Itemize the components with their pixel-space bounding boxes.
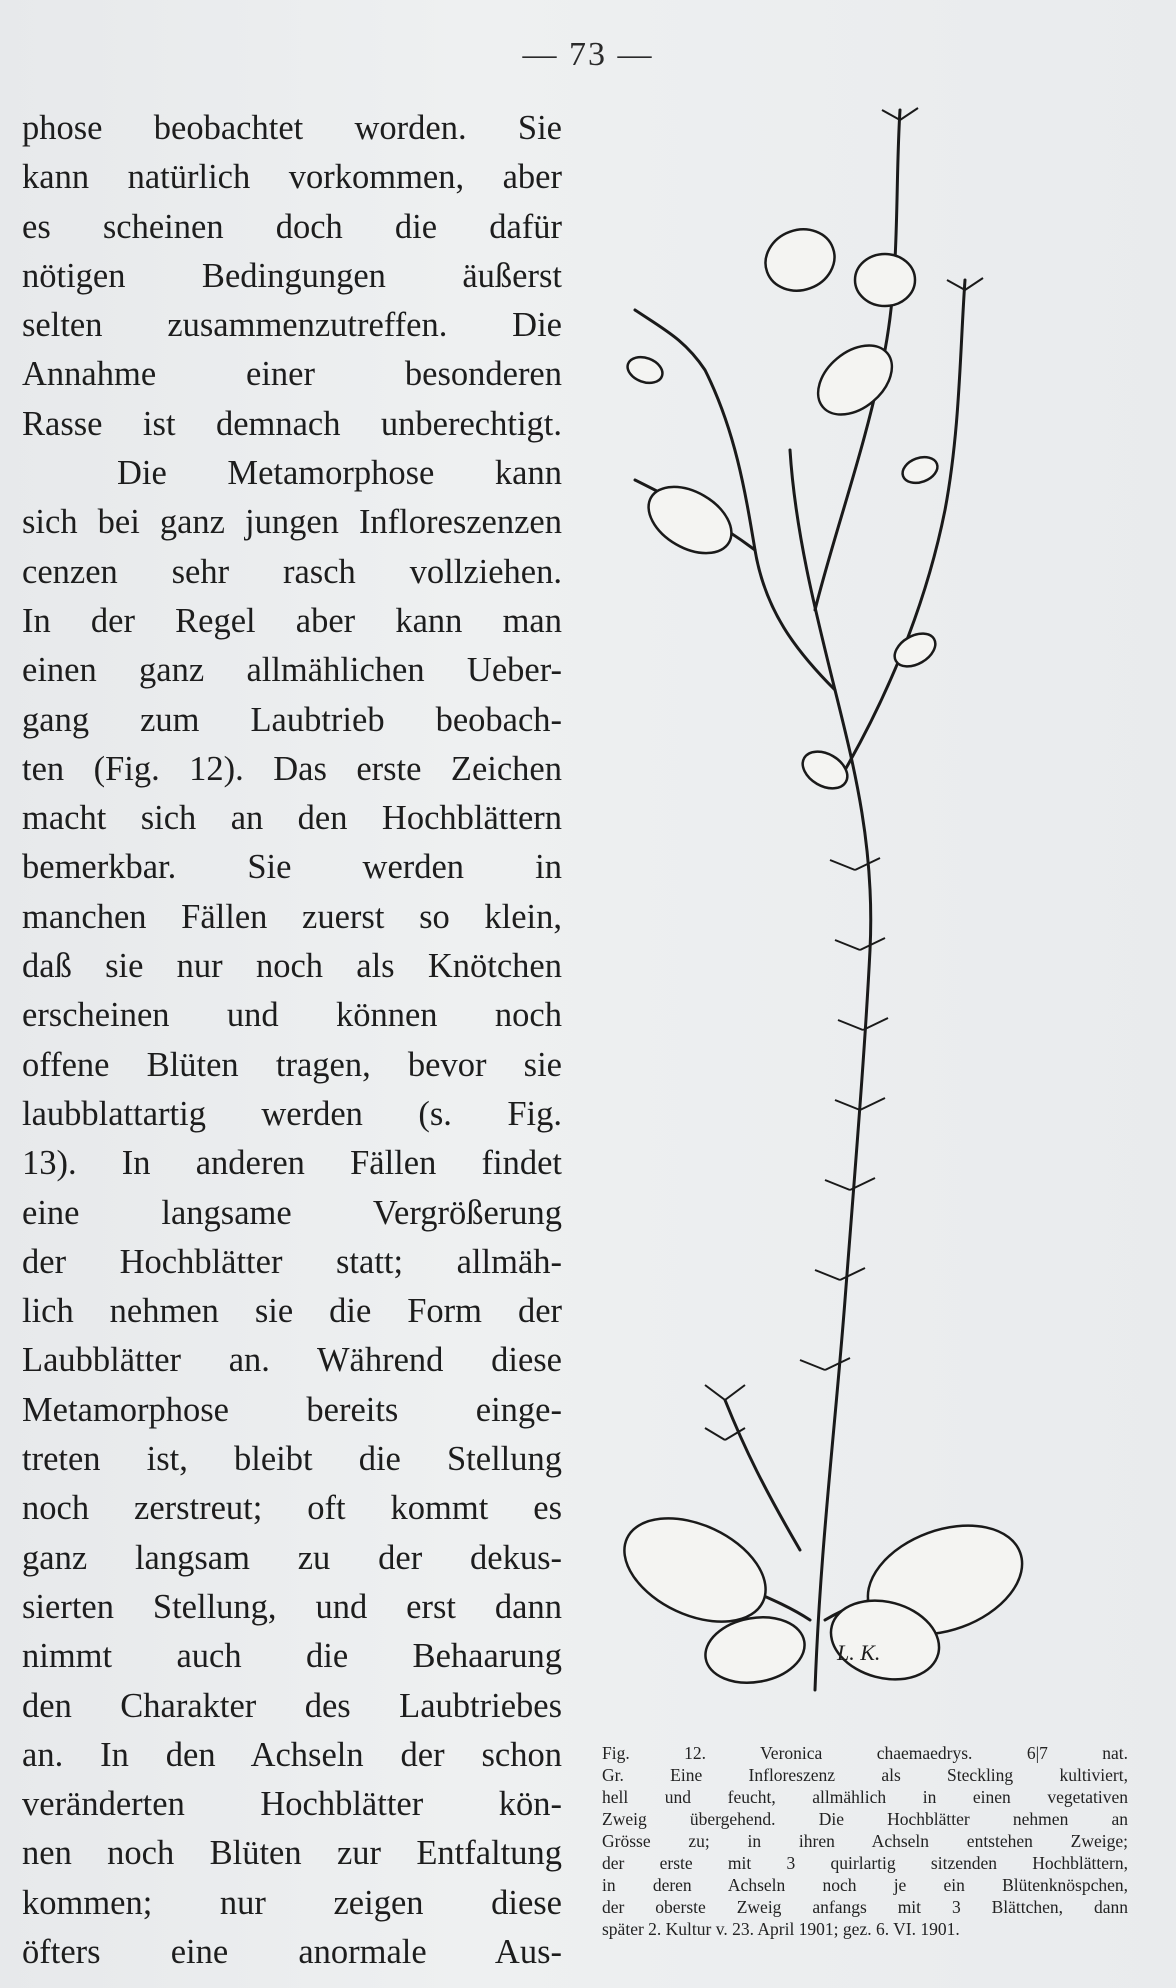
text-line: sierten Stellung, und erst dann	[22, 1587, 562, 1626]
caption-line: der oberste Zweig anfangs mit 3 Blättchen, dann	[602, 1897, 1128, 1917]
text-line: daß sie nur noch als Knötchen	[22, 947, 562, 986]
text-line: treten ist, bleibt die Stellung	[22, 1440, 562, 1479]
text-line: macht sich an den Hochblättern	[22, 799, 562, 838]
text-line: nimmt auch die Behaarung	[22, 1637, 562, 1676]
text-line: Annahme einer besonderen	[22, 355, 562, 394]
text-line: Metamorphose bereits einge-	[22, 1390, 562, 1429]
text-line: kommen; nur zeigen diese	[22, 1883, 562, 1922]
text-line: kann natürlich vorkommen, aber	[22, 158, 562, 197]
caption-line: Gr. Eine Infloreszenz als Steckling kultiviert,	[602, 1765, 1128, 1785]
text-line: ganz langsam zu der dekus-	[22, 1538, 562, 1577]
text-line: den Charakter des Laubtriebes	[22, 1686, 562, 1725]
text-line: In der Regel aber kann man	[22, 601, 562, 640]
text-line: lich nehmen sie die Form der	[22, 1292, 562, 1331]
text-line: gang zum Laubtrieb beobach-	[22, 700, 562, 739]
caption-line: der erste mit 3 quirlartig sitzenden Hochblättern,	[602, 1853, 1128, 1873]
text-line: laubblattartig werden (s. Fig.	[22, 1094, 562, 1133]
figure-caption	[602, 1742, 1128, 1940]
text-line: einen ganz allmählichen Ueber-	[22, 651, 562, 690]
caption-line: später 2. Kultur v. 23. April 1901; gez. 6. VI. 1901.	[602, 1919, 960, 1939]
text-line: offene Blüten tragen, bevor sie	[22, 1045, 562, 1084]
plant-drawing	[585, 50, 1055, 1710]
caption-line: Zweig übergehend. Die Hochblätter nehmen an	[602, 1809, 1128, 1829]
text-line: der Hochblätter statt; allmäh-	[22, 1242, 562, 1281]
text-line: noch zerstreut; oft kommt es	[22, 1489, 562, 1528]
text-line: nen noch Blüten zur Entfaltung	[22, 1834, 562, 1873]
illustrator-signature: L. K.	[837, 1640, 881, 1665]
text-line: nötigen Bedingungen äußerst	[22, 256, 562, 295]
text-line: an. In den Achseln der schon	[22, 1735, 562, 1774]
caption-line: Grösse zu; in ihren Achseln entstehen Zweige;	[602, 1831, 1128, 1851]
text-line: sich bei ganz jungen Infloreszenzen	[22, 503, 562, 542]
page-number: — 73 —	[522, 36, 654, 73]
text-line: cenzen sehr rasch vollziehen.	[22, 552, 562, 591]
text-line: selten zusammenzutreffen. Die	[22, 306, 562, 345]
text-line: bemerkbar. Sie werden in	[22, 848, 562, 887]
text-line: Rasse ist demnach unberechtigt.	[22, 404, 562, 443]
plant-illustration	[585, 50, 1055, 1710]
caption-line: Fig. 12. Veronica chaemaedrys. 6|7 nat.	[602, 1743, 1128, 1763]
text-line: 13). In anderen Fällen findet	[22, 1144, 562, 1183]
text-line: Laubblätter an. Während diese	[22, 1341, 562, 1380]
text-line: manchen Fällen zuerst so klein,	[22, 897, 562, 936]
body-text-column	[22, 104, 562, 1977]
text-line: öfters eine anormale Aus-	[22, 1932, 562, 1971]
text-line: phose beobachtet worden. Sie	[22, 109, 562, 147]
caption-line: in deren Achseln noch je ein Blütenknöspchen,	[602, 1875, 1128, 1895]
text-line: es scheinen doch die dafür	[22, 207, 562, 246]
text-line: ten (Fig. 12). Das erste Zeichen	[22, 749, 562, 788]
caption-line: hell und feucht, allmählich in einen vegetativen	[602, 1787, 1128, 1807]
text-line: Die Metamorphose kann	[117, 454, 562, 493]
text-line: eine langsame Vergrößerung	[22, 1193, 562, 1232]
text-line: veränderten Hochblätter kön-	[22, 1785, 562, 1824]
text-line: erscheinen und können noch	[22, 996, 562, 1035]
